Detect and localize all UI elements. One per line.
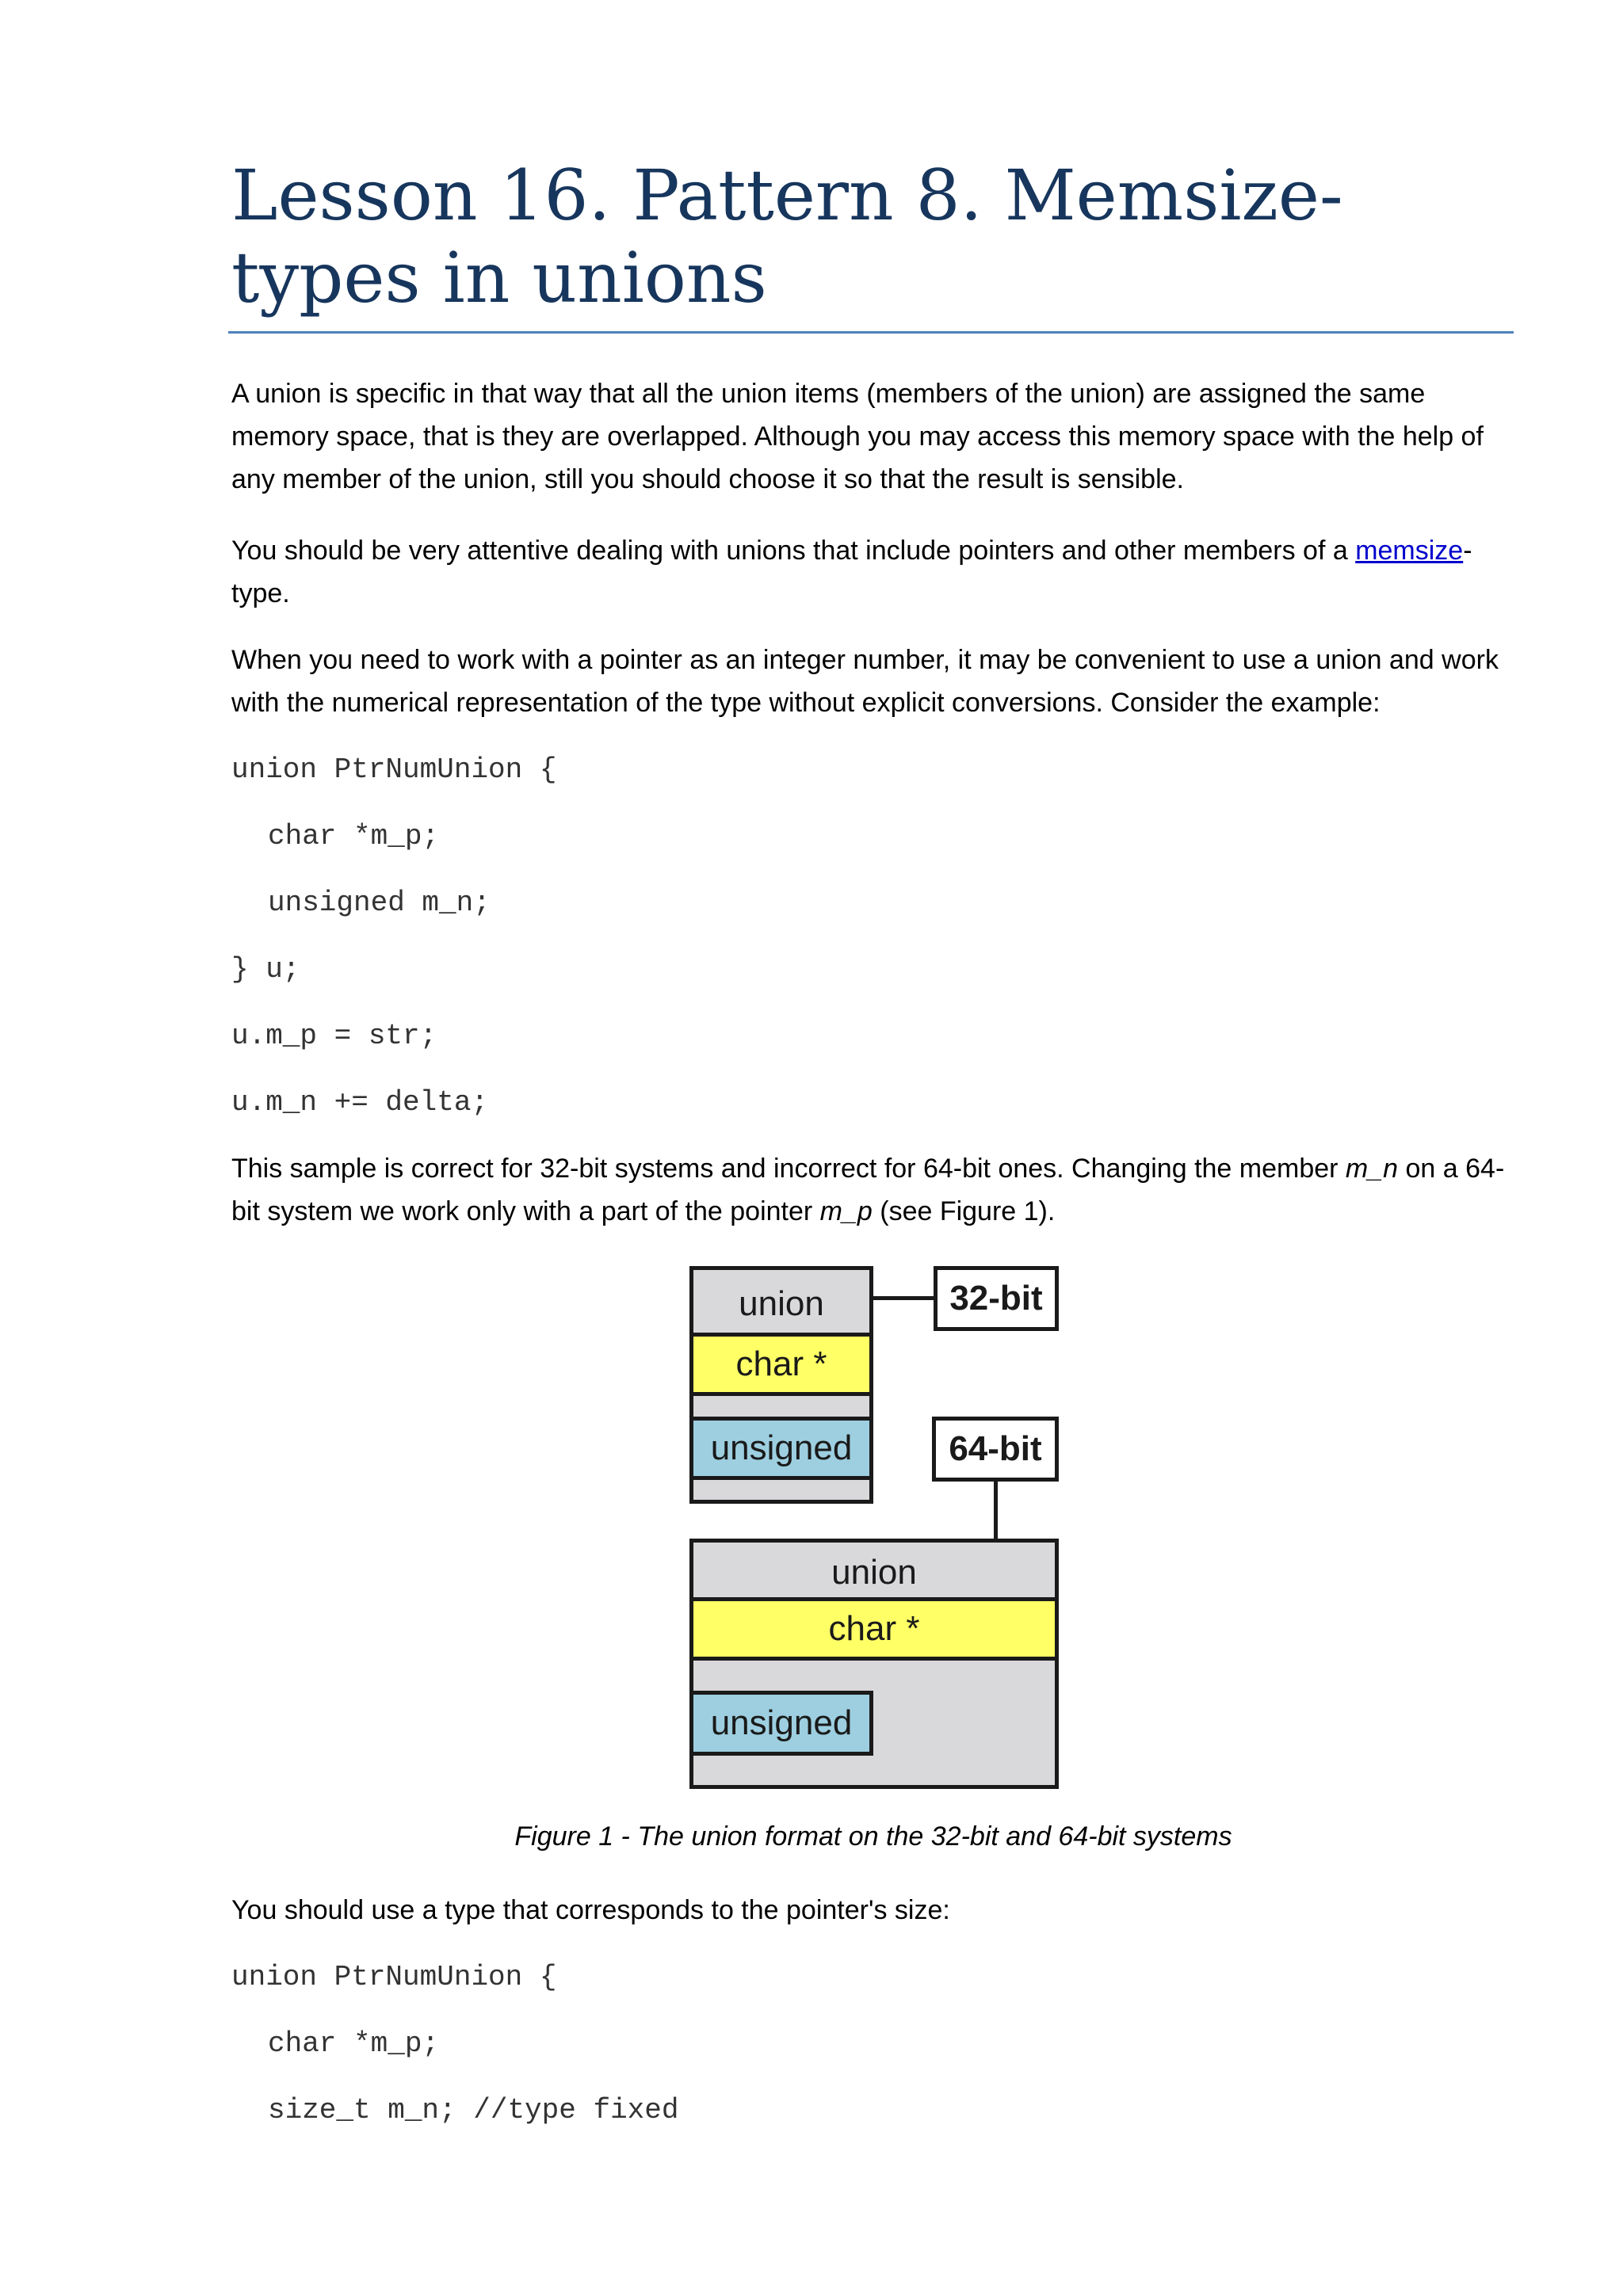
union-64-header: union bbox=[689, 1539, 1059, 1602]
paragraph-text: You should be very attentive dealing with unions that include pointers and other members of a bbox=[231, 536, 1356, 566]
paragraph-sample-correct bbox=[231, 1147, 1515, 1233]
paragraph-attentive bbox=[231, 529, 1515, 615]
code-line: u.m_p = str; bbox=[231, 1020, 437, 1052]
label-32-bit: 32-bit bbox=[934, 1266, 1059, 1331]
connector-32 bbox=[873, 1296, 934, 1300]
member-name: m_n bbox=[1345, 1154, 1399, 1184]
figure-caption: Figure 1 - The union format on the 32-bit and 64-bit systems bbox=[514, 1821, 1232, 1852]
paragraph-text: (see Figure 1). bbox=[872, 1196, 1056, 1226]
title-divider bbox=[228, 331, 1514, 334]
paragraph-text: on a 64-bit system we work only with a part of the pointer bbox=[231, 1154, 1505, 1226]
code-line: union PtrNumUnion { bbox=[231, 1961, 557, 1993]
code-line: unsigned m_n; bbox=[268, 887, 491, 919]
union-format-figure bbox=[689, 1266, 1062, 1789]
unsigned-32: unsigned bbox=[689, 1417, 873, 1480]
code-line: union PtrNumUnion { bbox=[231, 753, 557, 786]
code-line: char *m_p; bbox=[268, 820, 440, 852]
paragraph-use-type: You should use a type that corresponds to the pointer's size: bbox=[231, 1895, 950, 1925]
member-name: m_p bbox=[819, 1196, 873, 1226]
unsigned-64: unsigned bbox=[689, 1691, 873, 1756]
char-pointer-32: char * bbox=[689, 1333, 873, 1396]
paragraph-text: This sample is correct for 32-bit systems and incorrect for 64-bit ones. Changing the member bbox=[231, 1154, 1346, 1184]
char-pointer-64: char * bbox=[689, 1597, 1059, 1661]
code-line: } u; bbox=[231, 953, 300, 986]
paragraph-union-intro: A union is specific in that way that all the union items (members of the union) are assigned the same memory space, that is they are overlapped. Although you may access this memory space with the help of any member of the union, still you should choose it so that the result is sensible. bbox=[231, 379, 1484, 494]
code-line: size_t m_n; //type fixed bbox=[268, 2094, 679, 2126]
union-32-header: union bbox=[689, 1266, 873, 1337]
page-title: Lesson 16. Pattern 8. Memsize-types in unions bbox=[231, 154, 1343, 318]
paragraph-text: -type. bbox=[231, 536, 1472, 608]
code-line: char *m_p; bbox=[268, 2027, 440, 2060]
code-line: u.m_n += delta; bbox=[231, 1086, 489, 1119]
connector-64 bbox=[994, 1482, 998, 1540]
paragraph-pointer-integer: When you need to work with a pointer as an integer number, it may be convenient to use a union and work with the numerical representation of the type without explicit conversions. Consider the example: bbox=[231, 645, 1499, 718]
memsize-link[interactable]: memsize bbox=[1355, 536, 1464, 566]
label-64-bit: 64-bit bbox=[932, 1417, 1059, 1482]
